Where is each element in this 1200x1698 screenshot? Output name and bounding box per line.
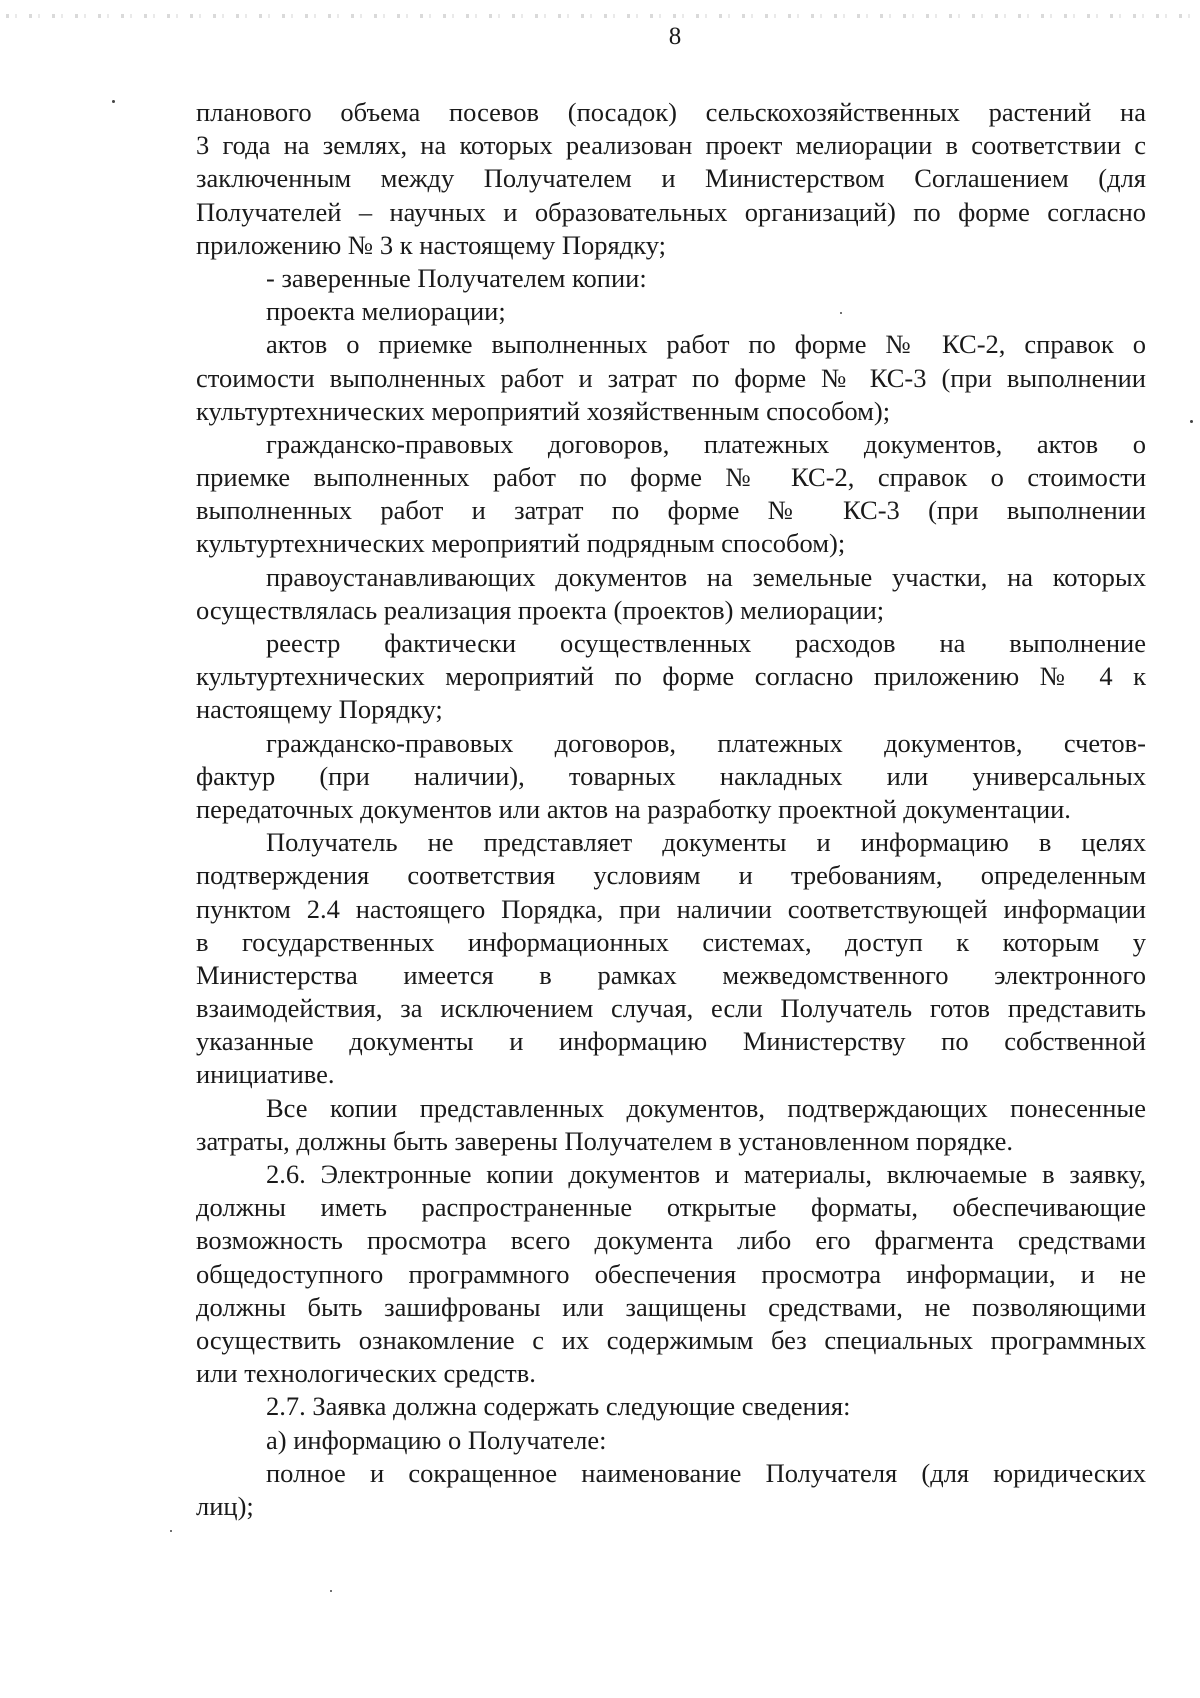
text-line: пунктом 2.4 настоящего Порядка, при наличии соответствующей информации <box>196 893 1146 924</box>
scan-speck <box>170 1530 172 1532</box>
scan-speck <box>112 100 115 103</box>
text-line: в государственных информационных системах, доступ к которым у <box>196 926 1146 957</box>
text-line: приложению № 3 к настоящему Порядку; <box>196 229 666 260</box>
text-line: лиц); <box>196 1490 254 1521</box>
text-line: гражданско-правовых договоров, платежных документов, актов о <box>266 428 1146 459</box>
scan-speck <box>840 312 842 314</box>
scan-speck <box>330 1590 332 1592</box>
text-line: возможность просмотра всего документа либо его фрагмента средствами <box>196 1225 1146 1256</box>
text-line: Министерства имеется в рамках межведомственного электронного <box>196 959 1146 990</box>
text-line: реестр фактически осуществленных расходов на выполнение <box>266 628 1146 658</box>
text-line: инициативе. <box>196 1059 335 1090</box>
text-line: культуртехнических мероприятий по форме согласно приложению № 4 к <box>196 661 1146 692</box>
text-line: актов о приемке выполненных работ по форме № КС-2, справок о <box>266 329 1146 360</box>
text-line: Получатель не представляет документы и информацию в целях <box>266 827 1146 858</box>
text-line: общедоступного программного обеспечения просмотра информации, и не <box>196 1258 1146 1289</box>
text-line: планового объема посевов (посадок) сельскохозяйственных растений на <box>196 97 1146 127</box>
text-line: проекта мелиорации; <box>266 296 506 327</box>
text-line: затраты, должны быть заверены Получателем в установленном порядке. <box>196 1125 1013 1156</box>
text-line: осуществлялась реализация проекта (проектов) мелиорации; <box>196 594 885 625</box>
text-line: фактур (при наличии), товарных накладных или универсальных <box>196 760 1146 791</box>
text-line: полное и сокращенное наименование Получателя (для юридических <box>266 1457 1146 1488</box>
text-line: Все копии представленных документов, подтверждающих понесенные <box>266 1092 1146 1123</box>
text-line: настоящему Порядку; <box>196 694 443 725</box>
document-body <box>196 96 1146 1523</box>
text-line: 3 года на землях, на которых реализован проект мелиорации в соответствии с <box>196 130 1146 161</box>
scan-speck <box>1190 420 1193 423</box>
text-line: а) информацию о Получателе: <box>266 1424 607 1455</box>
text-line: 2.7. Заявка должна содержать следующие сведения: <box>266 1391 851 1422</box>
text-line: указанные документы и информацию Министерству по собственной <box>196 1026 1146 1057</box>
text-line: заключенным между Получателем и Министерством Соглашением (для <box>196 163 1146 194</box>
text-line: передаточных документов или актов на разработку проектной документации. <box>196 793 1071 824</box>
page-number: 8 <box>668 23 682 50</box>
text-line: подтверждения соответствия условиям и требованиям, определенным <box>196 860 1146 891</box>
text-line: стоимости выполненных работ и затрат по форме № КС-3 (при выполнении <box>196 362 1146 393</box>
text-line: культуртехнических мероприятий хозяйственным способом); <box>196 395 891 426</box>
text-line: выполненных работ и затрат по форме № КС-3 (при выполнении <box>196 495 1146 526</box>
text-line: гражданско-правовых договоров, платежных документов, счетов- <box>266 727 1146 758</box>
text-line: правоустанавливающих документов на земельные участки, на которых <box>266 561 1146 592</box>
text-line: осуществить ознакомление с их содержимым без специальных программных <box>196 1324 1146 1355</box>
text-line: 2.6. Электронные копии документов и материалы, включаемые в заявку, <box>266 1159 1146 1189</box>
text-line: культуртехнических мероприятий подрядным способом); <box>196 528 846 559</box>
scan-edge-artifact <box>6 14 1194 18</box>
text-line: должны быть зашифрованы или защищены средствами, не позволяющими <box>196 1291 1146 1322</box>
text-line: или технологических средств. <box>196 1358 536 1389</box>
text-line: взаимодействия, за исключением случая, если Получатель готов представить <box>196 993 1146 1024</box>
text-line: - заверенные Получателем копии: <box>266 262 647 293</box>
text-line: Получателей – научных и образовательных организаций) по форме согласно <box>196 196 1146 227</box>
text-line: приемке выполненных работ по форме № КС-2, справок о стоимости <box>196 462 1146 493</box>
text-line: должны иметь распространенные открытые форматы, обеспечивающие <box>196 1192 1146 1223</box>
